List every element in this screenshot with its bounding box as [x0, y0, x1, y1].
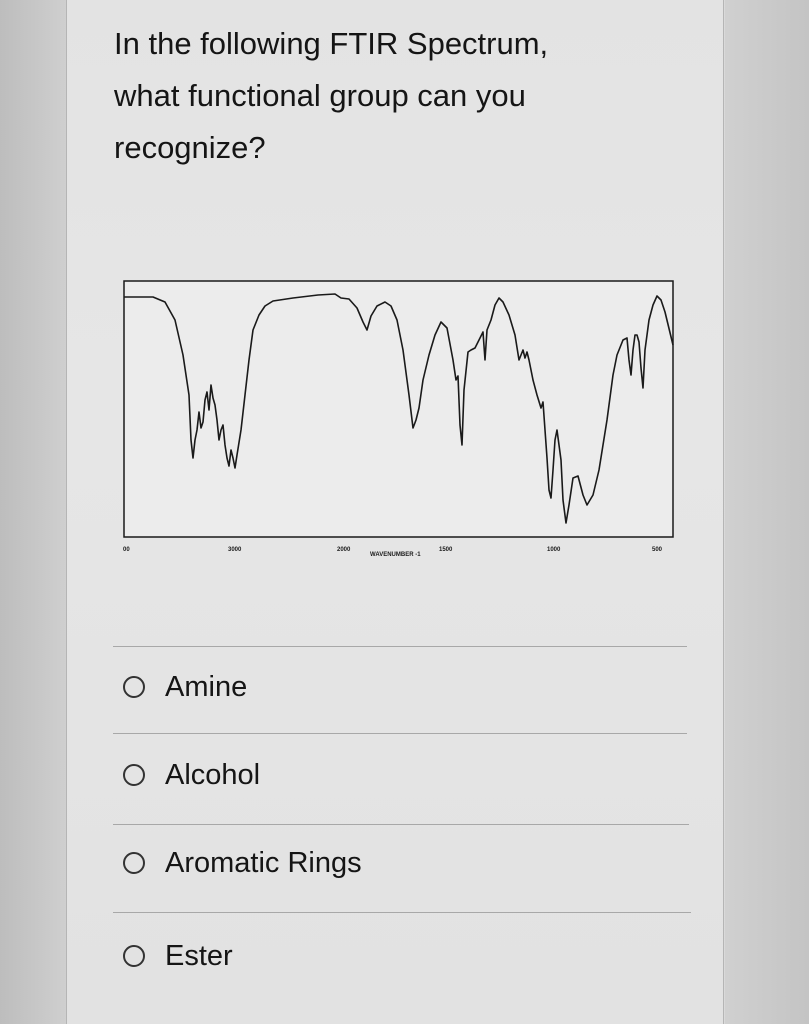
- option-label: Amine: [165, 670, 248, 703]
- tick-label-500: 500: [652, 547, 663, 553]
- question-line-1: In the following FTIR Spectrum,: [114, 26, 549, 61]
- ftir-spectrum: [123, 280, 675, 558]
- tick-label-4000: 00: [123, 547, 130, 553]
- option-label: Ester: [165, 939, 233, 972]
- option-label: Alcohol: [165, 758, 261, 791]
- option-aromatic-rings[interactable]: [123, 841, 362, 885]
- tick-label-1000: 1000: [547, 547, 561, 553]
- radio-button-icon[interactable]: [123, 945, 145, 967]
- question-line-3: recognize?: [114, 130, 266, 165]
- option-label: Aromatic Rings: [165, 846, 362, 879]
- radio-button-icon[interactable]: [123, 852, 145, 874]
- divider: [113, 646, 687, 647]
- tick-label-3000: 3000: [228, 547, 242, 553]
- divider: [113, 912, 691, 913]
- option-alcohol[interactable]: [123, 753, 260, 797]
- question-text: [114, 18, 654, 174]
- radio-button-icon[interactable]: [123, 676, 145, 698]
- tick-label-2000: 2000: [337, 547, 351, 553]
- page-left-margin: [0, 0, 66, 1024]
- radio-button-icon[interactable]: [123, 764, 145, 786]
- tick-label-1500: 1500: [439, 547, 453, 553]
- option-ester[interactable]: [123, 934, 233, 978]
- divider: [113, 733, 687, 734]
- page-right-margin: [725, 0, 809, 1024]
- option-amine[interactable]: [123, 665, 247, 709]
- divider: [113, 824, 689, 825]
- question-line-2: what functional group can you: [114, 78, 526, 113]
- x-axis-label: WAVENUMBER -1: [370, 552, 421, 558]
- question-card: [66, 0, 724, 1024]
